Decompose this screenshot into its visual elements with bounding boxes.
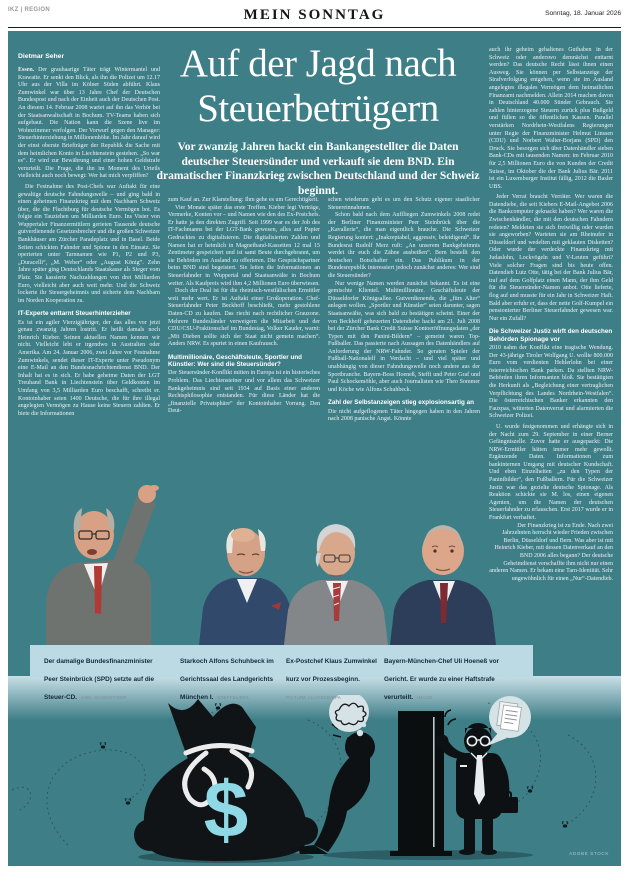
standfirst: Vor zwanzig Jahren hackt ein Bankangestellter die Daten deutscher Steuersünder und verkauft sie dem BND. Ein dramatischer Finanzkrieg zwischen Deutschland und der Schweiz beginnt.: [156, 141, 480, 197]
paragraph: Die Festnahme des Post-Chefs war Auftakt für eine gewaltige deutsche Fahndungswelle – und ging bald in einen geheimen Finanzkrieg mit dem Nachbarn Schweiz über, die die Fluchtburg für deutsche Vermögen bot. Es folgte ein Tauziehen um Milliarden Euro. Ins Visier von Wuppertaler Finanzermittlern gerieten Tausende deutsche gutverdienende Gesetzesbrecher und die großen Schweizer Bankhäuser am Zürcher Paradeplatz und in Basel. Beide Seiten schickten Fahnder und Spione in den Einsatz. Sie operierten unter Tarnnamen wie P1, P2 und P3, „Duracelli“, „M. Weber“ oder „August König“. Zehn Jahre später ging Deutschlands Staatskasse als Sieger vom Platz. Sie kassierte Nachzahlungen von drei Milliarden Euro, vielleicht aber auch weit mehr. Und die Schweiz lockerte ihr Steuergeheimnis und sicherte dem Nachbarn im Norden Kooperation zu.: [18, 183, 160, 304]
photo-caption-hoeness: [384, 650, 504, 704]
paragraph: Jeder Verrat braucht Verräter. Wer waren die Datendiebe, die seit Kiebers E-Mail-Angebot 2006 die Bankcomputer geknackt haben? Wer waren die Zwischenhändler, die mit den deutschen Fahndern redeten? Meldeten sie sich freiwillig oder wurden sie angeworben? Warteten sie am Rheinufer in Düsseldorf und wedelten mit geklauten Disketten? Oder wurde der verdeckte Finanzkrieg mit Judaslohn, Lockvögeln und V-Leuten geführt? Viele solcher Fragen sind bis heute offen. Datendieb Lutz Otte, tätig bei der Bank Julius Bär, traf auf dem Golfplatz einen Mann, der ihm Geld für die Steuersünder-Namen anbot. Otte lieferte, flog auf und musste für ein Jahr in Schweizer Haft. Bald aber erfuhr er, dass der nette Golf-Kumpel ein pensionierter Berliner Steuerfahnder gewesen war. Nur ein Zufall?: [489, 194, 613, 322]
paragraph: Die nicht aufgeflogenen Täter hingegen haben in den Jahren nach 2008 panische Angst. Könnte: [328, 408, 480, 423]
photo-credit: KNEFFEL/DPA: [217, 695, 249, 700]
knock-marks: [445, 710, 456, 725]
headline-line-2: Steuerbetrügern: [197, 87, 439, 130]
photo-credit: IMAGO: [417, 695, 433, 700]
paragraph: Der Steuersünder-Konflikt mitten in Europa ist ein historisches Problem. Das Liechtensteiner und vor allem das Schweizer Bankgeheimnis sind seit 1934 auf Basis einer anderen Rechtsphilosophie entstanden. Für diese Länder hat die „finanzielle Privatsphäre“ der Kontoinhaber Vorrang. Den Deut-: [168, 370, 320, 415]
paragraph: Nur wenige Namen werden zunächst bekannt. Es ist eine gemischte Klientel. Multimillionäre. Geschäftsleute der Düsseldorfer Königsallee. Gutverdienende, die „fürs Alter“ anlegen wollen. „Sportler und Künstler“ seien darunter, sagen Staatsanwälte, was sich bald zu bestätigen scheint. Einer der von Beckhoff geheuerten Datendiebe hackt am 21. Juli 2008 bei der Zürcher Bank Credit Suisse Kontoeröffnungsdaten „der Typen mit den Panini-Bildern“ – gemeint waren Top-Fußballer. Das passierte nach Aussagen des Datenhändlers auf Anforderung der NRW-Fahnder. So geraten Spieler der Fußball-Nationalelf in Verdacht – und viel später und unabhängig von dieser Fahndungswelle noch andere aus der Sportbranche. Bayern-Boss Hoeneß, Steffi und Peter Graf und Paul Schockemöhle, aber auch Journalisten wie Theo Sommer und Köche wie Alfons Schuhbeck.: [328, 280, 480, 393]
paragraph: [18, 67, 160, 181]
briefcase-icon: [495, 797, 518, 813]
paragraph: zum Kauf an. Zur Klarstellung: Ihm gehe es um Gerechtigkeit.: [168, 197, 319, 203]
subheading-selbstanzeigen: Zahl der Selbstanzeigen stieg explosionsartig an: [328, 399, 474, 407]
edition-label: IKZ | REGION: [8, 7, 50, 13]
photo-uli-hoeness: [386, 505, 498, 645]
issue-date: Sonntag, 18. Januar 2026: [545, 10, 621, 17]
photo-peer-steinbrueck: [28, 480, 178, 645]
paragraph: Doch der Deal ist für die rheinisch-westfälischen Ermittler weit mehr wert. Er ist Auftakt einer Großoperation. Chef-Steuerfahnder Peter Beckhoff beschließt, mehr gestohlene Daten-CD zu kaufen. Das riecht nach rechtlicher Grauzone. Mehrere Bundesländer verweigern die Mitarbeit und der CDU/CSU-Fraktionschef im Bundestag, Volker Kauder, warnt: „Mit Dieben sollte sich der Staat nicht gemein machen“. Anders NRW. Es spurtet in einen Kaufrausch.: [168, 288, 320, 348]
text-column-4: [489, 47, 613, 586]
masthead: [8, 0, 621, 30]
photo-credit: AXEL SCHMIDT/DDP: [81, 695, 127, 700]
article-poster: [8, 31, 621, 866]
text-column-1: [18, 53, 160, 421]
caption-text: Der damalige Bundesfinanzminister Peer Steinbrück (SPD) setzte auf die Steuer-CD.: [44, 658, 155, 701]
paragraph: U. wurde festgenommen und erhängte sich in der Nacht zum 29. September in einer Berner Gefängniszelle. Zuvor hatte er ausgepackt: Die NRW-Ermittler hätten immer mehr gewollt. Ergänzende Daten. Informationen zum bankinternen Umgang mit deutscher Kundschaft. Und eben Einzelheiten „zu den Typen der Paninibilder“, den Fußballern. Für die Schweizer Justiz war das gezielte deutsche Spionage. Als Reaktion schickte sie M. los, einen eigenen Agenten, um die Namen der deutschen Steuerfahnder zu erlauschen. Erst 2017 wurde er in Frankfurt verhaftet.: [489, 423, 613, 522]
photo-caption-zumwinkel: [286, 650, 384, 704]
door-scene: [298, 695, 533, 860]
caption-bar: [30, 645, 533, 701]
section-title: MEIN SONNTAG: [243, 7, 386, 23]
money-bag-icon: [134, 699, 318, 863]
headline-block: [156, 41, 480, 198]
subheading-schweizer-justiz: Die Schweizer Justiz wirft den deutschen Behörden Spionage vor: [489, 328, 613, 343]
photo-credit: PICTURE ALLIANCE/DPA: [286, 695, 342, 700]
masthead-rule: [8, 27, 621, 28]
photo-caption-schuhbeck: [180, 650, 276, 704]
text-column-3: [328, 197, 480, 427]
text-column-2: [168, 197, 320, 419]
paragraph: schen wiederum geht es um den Schutz eigener staatlicher Steuereinnahmen.: [328, 197, 480, 211]
subheading-steuersuender: Multimillionäre, Geschäftsleute, Sportler und Künstler: Wer sind die Steuersünder?: [168, 353, 303, 369]
lead-location-label: Essen.: [18, 67, 35, 73]
photo-caption-steinbrueck: [44, 650, 166, 704]
byline: Dietmar Seher: [18, 53, 65, 60]
paragraph-text: Der grauhaarige Täter trägt Wintermantel und Krawatte. Er senkt den Blick, als ihn die Polizei um 12.17 Uhr aus der Villa im Kölner Süden abführt. Klaus Zumwinkel war über 13 Jahre Chef der Deutschen Bundespost und nach der Einheit auch der Deutschen Post. An diesem 14. Februar 2008 wartet auf ihn das Verhör bei der Staatsanwaltschaft in Bochum. TV-Teams haben sich aufgebaut. Die Nation kann die Szene live im Wohnzimmer verfolgen. Der Vorwurf gegen den Manager: Steuerhinterziehung in Millionenhöhe. Im Jahr darauf wird der einst oberste Briefträger der Republik die Sache mit dem heimlichen Konto in Liechtenstein gestehen. „So war es“. Er wird zur Bewährung und einer hohen Geldstrafe verurteilt. Die Frage, die ihn im Moment des Urteils vielleicht auch noch bewegt: Wer hat mich verpfiffen?: [18, 67, 160, 180]
paragraph: Es ist ein agiler Vierzigjähriger, der das alles vor jetzt genau zwanzig Jahren lostritt. Er heißt damals noch Heinrich Kieber. Seinen aktuellen Namen kennen wir nicht. Vielleicht lebt er irgendwo in Australien oder Amerika. Am 24. Januar 2006, zwei Jahre vor Festnahme Zumwinkels, sendet dieser IT-Experte unter Pseudonym eine E-Mail an den Bundesnachrichtendienst BND. Der Inhalt hat es in sich. Er habe geheime Daten der LGT Treuhand Bank in Liechtenstein über Geldkonten im Umfang von 3,5 Milliarden Euro beschafft, schreibt er. Kontoinhaber seien 1400 Deutsche, die für ihre illegal angelegten Vermögen zu Hause keine Steuern zahlten. Er biete die Informationen: [18, 319, 160, 417]
paragraph: 2010 nahm der Konflikt eine tragische Wendung. Der 43-jährige Tiroler Wolfgang U. wollte 800.000 Euro vom verdienten Hehlerlohn bei einer österreichischen Bank parken. Da stellten NRW-Behörden ihren Informanten bloß. Sie bestätigten die Herkunft als „Begleichung einer vertraglichen Verpflichtung des Landes Nordrhein-Westfalen“. Die österreichischen Banker erkannten den Fauxpas, witterten Datenverrat und alarmierten die Schweizer Polizei.: [489, 344, 613, 420]
paragraph: Schon bald nach dem Auffliegen Zumwinkels 2008 redet der Berliner Finanzminister Peer Steinbrück über die „Kavallerie“, die man eigentlich brauche. Die Schweizer Regierung kontert: „Inakzeptabel, aggressiv, beleidigend“. Ihr Bundesrat Rudolf Merz ruft: „An unserem Bankgeheimnis werdet ihr euch die Zähne ausbeißen“. Bern bestellt den deutschen Botschafter ein. Das Publikum in der Bundesrepublik interessiert jedoch zunächst anderes: Wer sind die Steuersünder?: [328, 212, 480, 279]
stock-photo-credit: ADOBE STOCK: [569, 851, 609, 856]
paragraph: auch ihr geheim gehaltenes Guthaben in der Schweiz oder anderswo demnächst enttarnt werden? Das deutsche Recht lässt ihnen einen Ausweg. Sie können per Selbstanzeige der Strafverfolgung entgehen, wenn sie im Ausland angelegtes illegales Vermögen dem heimatlichen Finanzamt nachmelden. Allein 2014 machen davon in Deutschland 40.000 Sünder Gebrauch. Sie zahlen hinterzogene Steuern zurück plus Bußgeld und füllen so die öffentlichen Kassen. Parallel verstärken Nordrhein-Westfalens Regierungen unter Regie der Finanzminister Helmut Linssen (CDU) und Norbert Walter-Borjans (SPD) den Druck. Sie besorgen sich über Datenhändler sieben Bank-CDs mit tausenden Namen: im Februar 2010 für 2,5 Millionen Euro die von Kunden der Credit Suisse, im Oktober die der Bank Julius Bär. 2011 ist ein Luxemburger Institut fällig, 2012 die Basler UBS.: [489, 47, 613, 190]
dollar-sign: $: [203, 765, 249, 854]
caption-text: Ex-Postchef Klaus Zumwinkel kurz vor Prozessbeginn.: [286, 658, 377, 683]
headline-line-1: Auf der Jagd nach: [179, 42, 457, 85]
photo-klaus-zumwinkel: [280, 509, 392, 645]
door: [390, 711, 452, 856]
paragraph: Der Finanzkrieg ist zu Ende. Nach zwei Jahrzehnten herrscht wieder Frieden zwischen Berlin, Düsseldorf und Bern. Was aber ist mit Heinrich Kieber, mit dessen Datenverkauf an den BND 2006 alles begann? Der deutsche Geheimdienst verschaffte ihm nicht nur einen anderen Namen. Er bekam eine Tarn-Identität. Sehr ungewöhnlich für einen „Nur“-Datendieb.: [489, 522, 613, 582]
caption-text: Starkoch Alfons Schuhbeck im Gerichtssaal des Landgerichts München I.: [180, 658, 274, 701]
tax-illustration: [8, 695, 621, 866]
caption-text: Bayern-München-Chef Uli Hoeneß vor Gericht. Er wurde zu einer Haftstrafe verurteilt.: [384, 658, 500, 701]
paragraph: Vier Monate später das erste Treffen. Kieber legt Verträge, Vermerke, Konten vor – und Namen wie den des Ex-Postchefs. Er hatte ja den direkten Zugriff. Seit 1999 war es der Job des IT-Fachmanns bei der LGT-Bank gewesen, alles auf Papier Gedrucktes zu digitalisieren. Die digitalisierten Zahlen und Namen hat er heimlich in Magnetband-Kassetten 12 mal 15 Zentimeter gespeichert und ist samt Beute durchgebrannt, um sie Behörden im Ausland zu offerieren. Die Gesprächspartner beim BND sind begeistert. Sie leiten die Informationen an Steuerfahnder in Wuppertal und Staatsanwälte in Bochum weiter. Als Kaufpreis wird ihm 4,2 Millionen Euro überwiesen.: [168, 204, 320, 287]
subheading-it-experte: IT-Experte enttarnt Steuerhinterzieher: [18, 310, 131, 318]
